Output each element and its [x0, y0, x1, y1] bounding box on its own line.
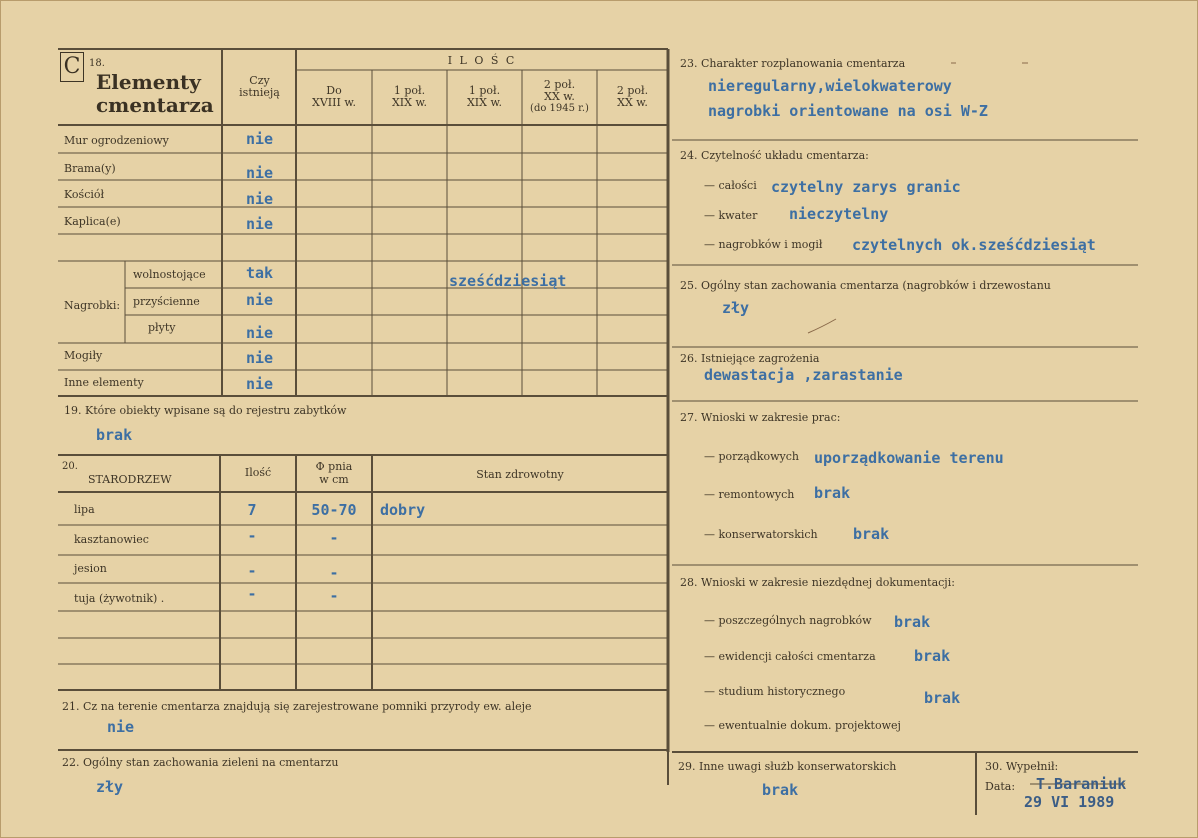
period-5-line1: 2 poł. — [616, 84, 649, 97]
tree-diameter-linden: 50-70 — [311, 501, 357, 519]
legibility-graves-label: — nagrobków i mogił — [704, 238, 823, 251]
section-22-answer: zły — [96, 778, 124, 796]
tree-diameter-ash: - — [329, 564, 339, 582]
tree-diameter-thuja: - — [329, 587, 339, 605]
section-23-line2: nagrobki orientowane na osi W-Z — [708, 102, 988, 120]
section-18-title-line2: cmentarza — [96, 93, 214, 117]
section-25-answer: zły — [722, 299, 750, 317]
period-4-line2: XX w. — [544, 90, 575, 103]
row-value-wall-mounted: nie — [246, 291, 274, 309]
period-1-line1: Do — [326, 84, 342, 97]
section-19-answer: brak — [96, 426, 133, 444]
tree-qty-linden: 7 — [247, 501, 257, 519]
row-label-church: Kościół — [64, 188, 105, 201]
col-quantity: Ilość — [244, 466, 272, 479]
period-3-line1: 1 poł. — [468, 84, 501, 97]
tree-name-thuja: tuja (żywotnik) . — [74, 592, 165, 605]
legibility-quarters-answer: nieczytelny — [789, 205, 889, 223]
quantity-header: I L O Ś C — [447, 54, 517, 67]
row-value-church: nie — [246, 190, 274, 208]
period-2-line2: XIX w. — [391, 96, 428, 109]
row-label-chapel: Kaplica(e) — [64, 215, 121, 228]
docs-inventory-label: — ewidencji całości cmentarza — [704, 650, 876, 663]
row-label-mounds: Mogiły — [64, 349, 103, 362]
period-4-line1: 2 poł. — [543, 78, 576, 91]
section-19-label: 19. Które obiekty wpisane są do rejestru zabytków — [64, 404, 347, 417]
legibility-whole-label: — całości — [704, 179, 757, 192]
row-value-gate: nie — [246, 164, 274, 182]
legibility-quarters-label: — kwater — [704, 209, 758, 222]
section-20-number: 20. — [62, 461, 78, 472]
works-conservation-label: — konserwatorskich — [704, 528, 818, 541]
row-label-other: Inne elementy — [64, 376, 144, 389]
row-value-chapel: nie — [246, 215, 274, 233]
section-24-label: 24. Czytelność układu cmentarza: — [680, 149, 869, 162]
graves-quantity-note: sześćdziesiąt — [449, 272, 567, 290]
works-conservation-answer: brak — [853, 525, 890, 543]
tree-diameter-chestnut: - — [329, 529, 339, 547]
section-20-title: STARODRZEW — [88, 473, 172, 486]
section-23-line1: nieregularny,wielokwaterowy — [708, 77, 952, 95]
works-repair-label: — remontowych — [704, 488, 795, 501]
section-26-answer: dewastacja ,zarastanie — [704, 366, 903, 384]
section-18-number: 18. — [89, 58, 105, 69]
section-27-label: 27. Wnioski w zakresie prac: — [680, 411, 841, 424]
row-value-slabs: nie — [246, 324, 274, 342]
date-label: Data: — [985, 780, 1016, 793]
row-label-gate: Brama(y) — [64, 162, 116, 175]
row-label-wall-mounted: przyścienne — [133, 295, 200, 308]
section-21-label: 21. Cz na terenie cmentarza znajdują się zarejestrowane pomniki przyrody ew. aleje — [62, 700, 532, 713]
docs-graves-answer: brak — [894, 613, 931, 631]
works-cleanup-answer: uporządkowanie terenu — [814, 449, 1004, 467]
tree-qty-chestnut: - — [247, 527, 257, 545]
period-1-line2: XVIII w. — [312, 96, 356, 109]
docs-history-label: — studium historycznego — [704, 685, 846, 698]
row-value-mounds: nie — [246, 349, 274, 367]
section-30-label: 30. Wypełnił: — [985, 760, 1059, 773]
section-22-label: 22. Ogólny stan zachowania zieleni na cmentarzu — [62, 756, 339, 769]
docs-inventory-answer: brak — [914, 647, 951, 665]
row-label-freestanding: wolnostojące — [133, 268, 206, 281]
legibility-whole-answer: czytelny zarys granic — [771, 178, 961, 196]
tree-health-linden: dobry — [380, 501, 426, 519]
row-label-slabs: płyty — [148, 321, 176, 334]
tree-name-chestnut: kasztanowiec — [74, 533, 149, 546]
section-26-label: 26. Istniejące zagrożenia — [680, 352, 820, 365]
tree-qty-ash: - — [247, 562, 257, 580]
period-3-line2: XIX w. — [466, 96, 503, 109]
col-exists-line2: istnieją — [239, 86, 280, 99]
section-23-label: 23. Charakter rozplanowania cmentarza — [680, 57, 906, 70]
period-2-line1: 1 poł. — [393, 84, 426, 97]
row-value-freestanding: tak — [246, 264, 274, 282]
row-value-wall: nie — [246, 130, 274, 148]
section-25-label: 25. Ogólny stan zachowania cmentarza (nagrobków i drzewostanu — [680, 279, 1051, 292]
filled-by-name: T.Baraniuk — [1036, 775, 1127, 793]
section-letter: C — [60, 52, 84, 82]
tree-qty-thuja: - — [247, 585, 257, 603]
tree-name-linden: lipa — [74, 503, 95, 516]
works-cleanup-label: — porządkowych — [704, 450, 799, 463]
works-repair-answer: brak — [814, 484, 851, 502]
row-label-wall: Mur ogrodzeniowy — [64, 134, 169, 147]
period-4-line3: (do 1945 r.) — [530, 103, 589, 114]
col-diameter-line1: Φ pnia — [315, 460, 353, 473]
col-exists-line1: Czy — [249, 74, 270, 87]
col-health: Stan zdrowotny — [476, 468, 564, 481]
row-label-graves-group: Nagrobki: — [64, 299, 121, 312]
col-diameter-line2: w cm — [319, 473, 349, 486]
filled-date: 29 VI 1989 — [1024, 793, 1115, 811]
section-21-answer: nie — [107, 718, 135, 736]
tree-name-ash: jesion — [74, 562, 107, 575]
row-value-other: nie — [246, 375, 274, 393]
section-29-label: 29. Inne uwagi służb konserwatorskich — [678, 760, 897, 773]
section-29-answer: brak — [762, 781, 799, 799]
period-5-line2: XX w. — [617, 96, 648, 109]
legibility-graves-answer: czytelnych ok.sześćdziesiąt — [852, 236, 1096, 254]
section-28-label: 28. Wnioski w zakresie niezdędnej dokumentacji: — [680, 576, 955, 589]
docs-graves-label: — poszczególnych nagrobków — [704, 614, 872, 627]
docs-history-answer: brak — [924, 689, 961, 707]
docs-project-label: — ewentualnie dokum. projektowej — [704, 719, 901, 732]
section-18-title-line1: Elementy — [96, 70, 201, 94]
